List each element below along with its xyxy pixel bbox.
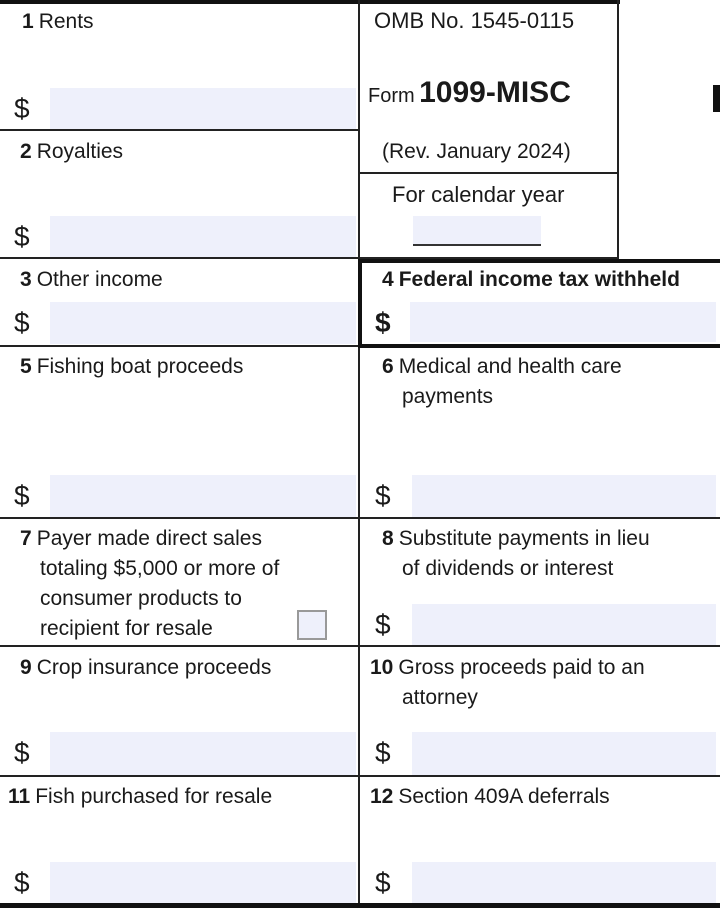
box-title: Rents: [38, 10, 94, 33]
box-number: 10: [370, 656, 394, 679]
box-4-label: [382, 265, 680, 295]
box-8-substitute-payments-input[interactable]: [412, 604, 716, 645]
dollar-sign: $: [14, 93, 30, 124]
box-title: Gross proceeds paid to an: [398, 656, 645, 679]
dollar-sign: $: [375, 480, 391, 511]
box-1-rents-input[interactable]: [50, 88, 356, 129]
dollar-sign: $: [375, 609, 391, 640]
box-title-cont: payments: [402, 385, 494, 408]
divider: [0, 257, 360, 259]
box-10-attorney-proceeds-input[interactable]: [412, 732, 716, 775]
box-title: Fishing boat proceeds: [36, 355, 244, 378]
box-number: 1: [22, 10, 34, 33]
box-4-federal-tax-withheld-input[interactable]: [410, 302, 716, 342]
box-title: Federal income tax withheld: [398, 268, 680, 291]
dollar-sign: $: [14, 307, 30, 338]
box-title: Section 409A deferrals: [398, 785, 610, 808]
title-fragment-mark: [713, 85, 720, 112]
box-number: 7: [20, 527, 32, 550]
divider: [358, 172, 619, 174]
box-7-direct-sales-checkbox[interactable]: [297, 610, 327, 640]
calendar-year-input[interactable]: [413, 216, 541, 246]
box-9-crop-insurance-input[interactable]: [50, 732, 356, 775]
divider: [0, 775, 720, 777]
box-title-cont: totaling $5,000 or more of: [40, 557, 280, 580]
dollar-sign: $: [375, 307, 391, 338]
box-12-label: [370, 782, 610, 812]
box-title: Other income: [36, 268, 163, 291]
box-number: 6: [382, 355, 394, 378]
box-12-409a-deferrals-input[interactable]: [412, 862, 716, 903]
box-number: 8: [382, 527, 394, 550]
box-2-royalties-input[interactable]: [50, 216, 356, 257]
header-right-border: [617, 0, 619, 260]
box-6-label: [382, 352, 622, 412]
dollar-sign: $: [375, 737, 391, 768]
box-title: Medical and health care: [398, 355, 622, 378]
box-3-other-income-input[interactable]: [50, 302, 356, 344]
form-prefix: Form: [368, 85, 415, 107]
box-number: 11: [8, 785, 31, 808]
box-11-fish-purchased-input[interactable]: [50, 862, 356, 903]
left-column-divider: [358, 0, 360, 908]
dollar-sign: $: [14, 867, 30, 898]
box-number: 2: [20, 140, 32, 163]
box-2-label: [20, 137, 123, 167]
box-7-label: [20, 524, 279, 644]
dollar-sign: $: [14, 221, 30, 252]
box-title: Crop insurance proceeds: [36, 656, 272, 679]
box-number: 5: [20, 355, 32, 378]
box-8-label: [382, 524, 650, 584]
divider: [0, 129, 360, 131]
box-title: Substitute payments in lieu: [398, 527, 650, 550]
box-9-label: [20, 653, 271, 683]
box-title-cont: of dividends or interest: [402, 557, 614, 580]
box-title-cont: recipient for resale: [40, 617, 213, 640]
box-3-label: [20, 265, 163, 295]
divider: [0, 645, 720, 647]
bottom-border: [0, 903, 720, 908]
box-number: 4: [382, 268, 394, 291]
calendar-year-label: For calendar year: [392, 182, 565, 207]
dollar-sign: $: [14, 480, 30, 511]
box-5-fishing-boat-input[interactable]: [50, 475, 356, 517]
dollar-sign: $: [375, 867, 391, 898]
form-title: [368, 76, 571, 110]
box-number: 9: [20, 656, 32, 679]
box-title: Royalties: [36, 140, 124, 163]
omb-number: OMB No. 1545-0115: [374, 8, 575, 33]
box-6-medical-input[interactable]: [412, 475, 716, 517]
box-title-cont: attorney: [402, 686, 478, 709]
box-number: 12: [370, 785, 394, 808]
box-1-label: [22, 7, 94, 37]
box-5-label: [20, 352, 243, 382]
top-border: [0, 0, 620, 4]
divider: [0, 517, 720, 519]
box-number: 3: [20, 268, 32, 291]
box-title-cont: consumer products to: [40, 587, 242, 610]
form-revision: (Rev. January 2024): [382, 140, 571, 163]
dollar-sign: $: [14, 737, 30, 768]
box-10-label: [370, 653, 645, 713]
box-title: Fish purchased for resale: [35, 785, 273, 808]
form-name: 1099-MISC: [419, 76, 571, 109]
box-11-label: [8, 782, 272, 812]
box-title: Payer made direct sales: [36, 527, 262, 550]
